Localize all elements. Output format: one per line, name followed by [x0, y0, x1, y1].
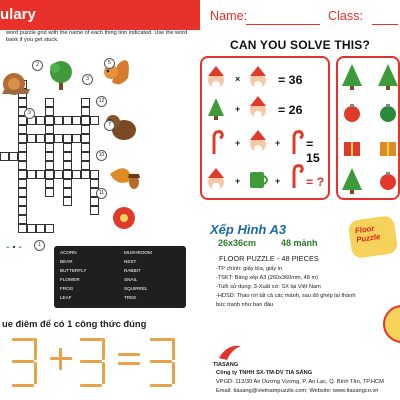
equation-result: = 36 — [278, 73, 303, 87]
santa-icon — [250, 130, 266, 153]
word-bank-item: MUSHROOM — [124, 250, 152, 255]
ornament-icons — [338, 58, 400, 202]
ornament-icon — [344, 104, 360, 122]
acorn-icon — [128, 174, 140, 189]
santa-icon — [250, 96, 266, 119]
clue-number: 3 — [82, 74, 93, 85]
product-title: Xếp Hình A3 — [210, 222, 287, 237]
word-bank-item: TREE — [124, 295, 137, 300]
spec-line: bức tranh như ban đầu — [216, 302, 274, 308]
product-size: 26x36cm — [218, 238, 257, 248]
santa-icon — [250, 66, 266, 89]
matchstick-title: ue điêm để có 1 công thức đúng — [2, 318, 147, 329]
clue-number: 5 — [104, 58, 115, 69]
tree-icon — [342, 64, 362, 90]
clue-pictures — [0, 48, 200, 248]
spec-line: -Tuổi sử dụng: 3-Xuất xứ: SX tại Việt Nam — [216, 284, 321, 290]
word-bank-item: FLOWER — [60, 277, 80, 282]
santa-icon — [208, 66, 224, 89]
page-title: ulary — [0, 6, 36, 23]
company-address: VPGD: 113/30 An Dương Vương, P. An Lạc, Q. Bình Tân, TP.HCM — [216, 379, 384, 385]
ornament-icon — [380, 172, 396, 190]
word-bank-item: SNAIL — [124, 277, 138, 282]
snail-icon — [2, 73, 30, 95]
tree-icon — [378, 64, 398, 90]
floor-puzzle-label: FLOOR PUZZLE - 48 PIECES — [219, 254, 319, 263]
floor-puzzle-badge — [348, 215, 399, 259]
word-bank-item: BUTTERFLY — [60, 268, 87, 273]
puzzle-page — [200, 0, 400, 400]
instructions: word puzzle grid with the name of each thing tion indicated. Use the word bank if you get stuck. — [6, 30, 188, 43]
word-bank-item: RABBIT — [124, 268, 141, 273]
candy-cane-icon — [294, 132, 302, 154]
word-bank — [54, 246, 186, 308]
class-label: Class: — [328, 9, 363, 23]
tree-icon — [208, 98, 224, 120]
word-bank-item: FROG — [60, 286, 74, 291]
word-bank-item: BEAR — [60, 259, 73, 264]
product-pieces: 48 mảnh — [281, 238, 318, 248]
company-email: Email: tiasang@vietnampuzzle.com; Website: www.tiasangco.vn — [216, 388, 379, 394]
header-bar — [0, 0, 200, 30]
candy-cane-icon — [214, 132, 222, 154]
mug-icon — [250, 172, 267, 188]
clue-number: 10 — [96, 150, 107, 161]
butterfly-icon — [5, 246, 22, 248]
gift-icon — [344, 142, 360, 156]
spec-line: -HDSD: Tháo rời tất cả các mảnh, sau đó ghép lại thành — [216, 293, 356, 299]
spec-line: -TSKT: Bảng xếp A3 (260x360mm, 48 m) — [216, 275, 318, 281]
clue-number: 9 — [24, 108, 35, 119]
spec-line: -TP chính: giấy bìa, giấy in — [216, 266, 283, 272]
santa-icon — [208, 168, 224, 191]
flower-icon — [113, 207, 135, 229]
logo-text: TIASANG — [213, 362, 239, 368]
name-field[interactable] — [246, 24, 320, 25]
tree-icon — [342, 168, 362, 194]
round-stamp-icon — [378, 300, 400, 350]
tiasang-logo-icon — [215, 340, 245, 362]
operator: + — [275, 138, 281, 148]
ornament-panel — [336, 56, 400, 200]
clue-number: 2 — [32, 60, 43, 71]
company-name: Công ty TNHH SX-TM-DV TIA SÁNG — [216, 370, 313, 376]
clue-number: 1 — [34, 240, 45, 251]
word-bank-item: ACORN — [60, 250, 77, 255]
gift-icon — [380, 142, 396, 156]
operator: + — [235, 176, 241, 186]
badge-text: Floor Puzzle — [354, 223, 381, 245]
clue-number: 12 — [96, 96, 107, 107]
operator: + — [235, 138, 241, 148]
equation-result: = ? — [306, 175, 325, 189]
name-label: Name: — [210, 9, 248, 23]
operator: + — [275, 176, 281, 186]
class-field[interactable] — [372, 24, 398, 25]
equation-panel — [200, 56, 330, 200]
candy-cane-icon — [294, 166, 302, 188]
ornament-icon — [380, 104, 396, 122]
question-heading: CAN YOU SOLVE THIS? — [230, 38, 371, 52]
word-bank-item: LEAF — [60, 295, 72, 300]
clue-number: 11 — [96, 188, 107, 199]
clue-number: 7 — [104, 120, 115, 131]
operator: × — [235, 74, 241, 84]
word-bank-item: SQUIRREL — [124, 286, 148, 291]
tree-icon — [50, 61, 72, 90]
equation-result: = 15 — [306, 137, 320, 165]
word-bank-item: NEST — [124, 259, 137, 264]
equation-result: = 26 — [278, 103, 303, 117]
operator: + — [235, 104, 241, 114]
